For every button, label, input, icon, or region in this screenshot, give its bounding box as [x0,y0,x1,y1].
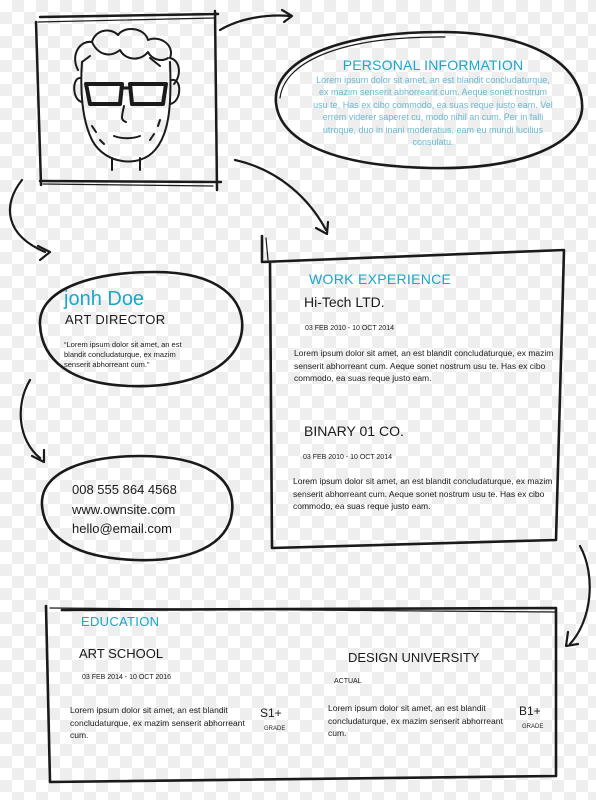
school-description: Lorem ipsum dolor sit amet, an est blandit concludaturque, ex mazim senserit abhorreant cum. [328,703,503,739]
job-company: BINARY 01 CO. [304,423,404,439]
school-description: Lorem ipsum dolor sit amet, an est blandit concludaturque, ex mazim senserit abhorreant cum. [70,705,245,741]
education-title: EDUCATION [81,614,160,629]
job-date: 03 FEB 2010 - 10 OCT 2014 [305,325,394,332]
school-grade-label: GRADE [522,724,544,730]
school-grade-label: GRADE [264,726,286,732]
avatar-frame [36,11,221,190]
job-date: 03 FEB 2010 - 10 OCT 2014 [303,454,392,461]
contact-website[interactable]: www.ownsite.com [72,502,176,517]
contact-email[interactable]: hello@email.com [72,521,172,536]
school-name: DESIGN UNIVERSITY [348,650,480,665]
education-frame [46,606,556,782]
school-date: 03 FEB 2014 - 10 OCT 2016 [82,674,171,681]
job-company: Hi-Tech LTD. [304,294,385,310]
job-description: Lorem ipsum dolor sit amet, an est blandit concludaturque, ex mazim senserit abhorreant cum. Aeque sonet nostrum usu te. Has ex cibo commodo, ea suas reque justo eam. [294,348,554,384]
school-grade: B1+ [519,704,541,718]
personal-info-text: Lorem ipsum dolor sit amet, an est blandit concludaturque, ex mazim senserit abhorreant cum. Aeque sonet nostrum usu te. Has ex cibo commodo, ea suas reque justo eam. Vel errem viderer saperet cu, modo nihil an cum. Per in falli utroque, duo in inani moderatius, eam eu mundi lucilius consulatu. [313,75,553,148]
work-experience-title: WORK EXPERIENCE [309,271,452,287]
contact-phone[interactable]: 008 555 864 4568 [72,482,177,497]
profile-name: jonh Doe [64,288,145,310]
personal-info-title: PERSONAL INFORMATION [342,57,524,73]
job-description: Lorem ipsum dolor sit amet, an est blandit concludaturque, ex mazim senserit abhorreant cum. Aeque sonet nostrum usu te. Has ex cibo commodo, ea suas reque justo eam. [293,476,553,512]
profile-role: ART DIRECTOR [65,312,166,327]
school-name: ART SCHOOL [79,646,164,661]
school-grade: S1+ [260,706,282,720]
profile-quote: “Lorem ipsum dolor sit amet, an est blandit concludaturque, ex mazim senserit abhorreant cum.” [64,340,182,369]
school-date: ACTUAL [334,678,362,685]
avatar [74,29,179,170]
